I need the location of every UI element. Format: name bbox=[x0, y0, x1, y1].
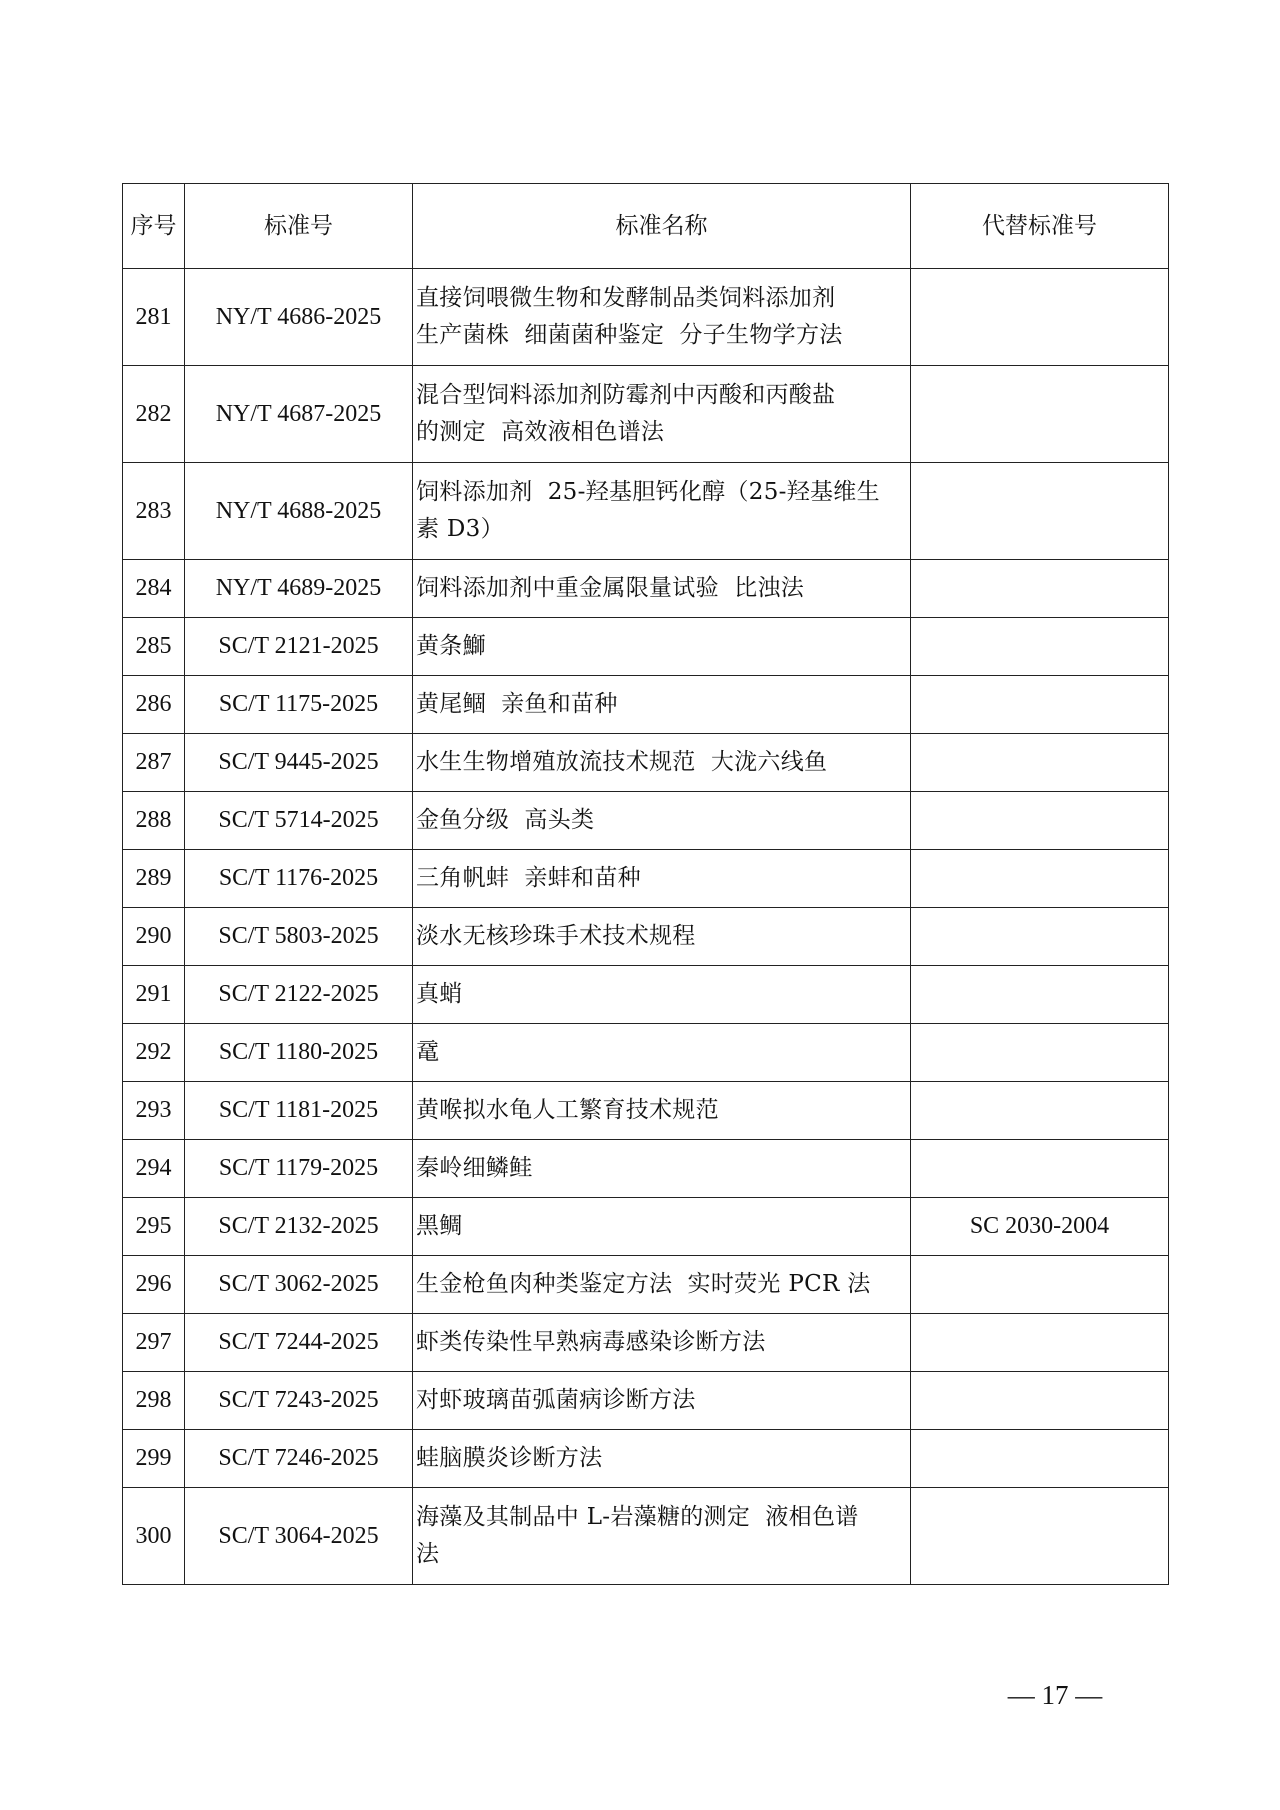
row-index bbox=[123, 1314, 185, 1372]
row-index-text: 295 bbox=[135, 1213, 172, 1240]
table-body bbox=[123, 269, 1169, 1585]
row-standard-code-text: SC/T 1181-2025 bbox=[218, 1097, 379, 1124]
row-standard-code-text: SC/T 7246-2025 bbox=[218, 1445, 379, 1472]
table-row bbox=[123, 463, 1169, 560]
row-standard-code bbox=[185, 1314, 413, 1372]
row-replaced-standard bbox=[911, 1430, 1169, 1488]
row-standard-name-line: 虾类传染性早熟病毒感染诊断方法 bbox=[416, 1329, 766, 1356]
table-row bbox=[123, 1372, 1169, 1430]
row-standard-code bbox=[185, 1140, 413, 1198]
row-standard-name bbox=[413, 908, 911, 966]
row-replaced-standard bbox=[911, 618, 1169, 676]
row-standard-code bbox=[185, 618, 413, 676]
row-standard-name-line: 水生生物增殖放流技术规范 大泷六线鱼 bbox=[416, 749, 828, 776]
row-index bbox=[123, 1372, 185, 1430]
row-replaced-standard bbox=[911, 1372, 1169, 1430]
row-standard-code-text: SC/T 7243-2025 bbox=[218, 1387, 379, 1414]
table-row bbox=[123, 1082, 1169, 1140]
row-standard-name bbox=[413, 1024, 911, 1082]
row-replaced-standard bbox=[911, 560, 1169, 618]
table-row bbox=[123, 792, 1169, 850]
row-standard-name-line: 直接饲喂微生物和发酵制品类饲料添加剂 bbox=[416, 285, 836, 312]
row-index bbox=[123, 366, 185, 463]
row-replaced-standard bbox=[911, 269, 1169, 366]
row-standard-name-line: 黑鲷 bbox=[416, 1213, 463, 1240]
row-index-text: 291 bbox=[135, 981, 172, 1008]
row-index-text: 299 bbox=[135, 1445, 172, 1472]
row-standard-code bbox=[185, 908, 413, 966]
row-standard-code bbox=[185, 734, 413, 792]
row-standard-name bbox=[413, 850, 911, 908]
row-standard-code-text: SC/T 1176-2025 bbox=[218, 865, 379, 892]
row-index-text: 298 bbox=[135, 1387, 172, 1414]
row-standard-name bbox=[413, 1430, 911, 1488]
table-row bbox=[123, 676, 1169, 734]
row-standard-name-line: 生产菌株 细菌菌种鉴定 分子生物学方法 bbox=[416, 322, 843, 348]
table-row bbox=[123, 1198, 1169, 1256]
row-standard-name-line: 黄尾鲴 亲鱼和苗种 bbox=[416, 691, 618, 718]
row-standard-name-line: 对虾玻璃苗弧菌病诊断方法 bbox=[416, 1387, 696, 1414]
table-row bbox=[123, 1430, 1169, 1488]
row-replaced-standard bbox=[911, 792, 1169, 850]
row-index-text: 284 bbox=[135, 575, 172, 602]
header-index: 序号 bbox=[123, 184, 185, 269]
header-replaced-standard: 代替标准号 bbox=[911, 184, 1169, 269]
row-index-text: 300 bbox=[135, 1522, 172, 1549]
row-standard-name bbox=[413, 1314, 911, 1372]
row-standard-code bbox=[185, 1372, 413, 1430]
page-number: — 17 — bbox=[1007, 1680, 1103, 1710]
row-standard-name-line: 秦岭细鳞鲑 bbox=[416, 1155, 533, 1182]
row-standard-code-text: SC/T 2122-2025 bbox=[218, 981, 379, 1008]
row-standard-code-text: SC/T 9445-2025 bbox=[218, 749, 379, 776]
standards-table bbox=[122, 183, 1169, 1585]
row-replaced-standard bbox=[911, 1140, 1169, 1198]
row-index bbox=[123, 1488, 185, 1585]
row-standard-name-line: 三角帆蚌 亲蚌和苗种 bbox=[416, 865, 641, 892]
row-standard-name bbox=[413, 618, 911, 676]
row-index-text: 285 bbox=[135, 633, 172, 660]
row-standard-code bbox=[185, 1256, 413, 1314]
row-standard-code-text: NY/T 4689-2025 bbox=[215, 575, 382, 602]
row-standard-name-line: 饲料添加剂中重金属限量试验 比浊法 bbox=[416, 575, 805, 602]
row-replaced-standard bbox=[911, 1314, 1169, 1372]
table-row bbox=[123, 1488, 1169, 1585]
row-standard-code bbox=[185, 1082, 413, 1140]
row-index bbox=[123, 269, 185, 366]
table-row bbox=[123, 269, 1169, 366]
row-replaced-standard bbox=[911, 1082, 1169, 1140]
row-standard-code bbox=[185, 1024, 413, 1082]
row-index bbox=[123, 1430, 185, 1488]
row-standard-code-text: SC/T 1175-2025 bbox=[218, 691, 379, 718]
row-standard-code-text: SC/T 5803-2025 bbox=[218, 923, 379, 950]
row-standard-name bbox=[413, 1140, 911, 1198]
row-index bbox=[123, 792, 185, 850]
row-standard-code bbox=[185, 792, 413, 850]
row-standard-name bbox=[413, 1198, 911, 1256]
row-standard-name-line: 混合型饲料添加剂防霉剂中丙酸和丙酸盐 bbox=[416, 382, 836, 409]
row-index-text: 283 bbox=[135, 497, 172, 524]
row-standard-code bbox=[185, 463, 413, 560]
row-index bbox=[123, 850, 185, 908]
row-replaced-standard bbox=[911, 734, 1169, 792]
table-row bbox=[123, 1314, 1169, 1372]
row-standard-code bbox=[185, 366, 413, 463]
row-standard-code-text: SC/T 1180-2025 bbox=[218, 1039, 379, 1066]
row-standard-code bbox=[185, 1488, 413, 1585]
row-standard-name bbox=[413, 269, 911, 366]
row-standard-name bbox=[413, 792, 911, 850]
row-standard-name-line: 黄条鰤 bbox=[416, 633, 486, 660]
row-standard-name-line: 素 D3） bbox=[416, 516, 504, 542]
row-standard-code-text: SC/T 2121-2025 bbox=[218, 633, 379, 660]
row-standard-name bbox=[413, 1082, 911, 1140]
row-standard-name-line: 生金枪鱼肉种类鉴定方法 实时荧光 PCR 法 bbox=[416, 1271, 871, 1298]
row-standard-code-text: SC/T 2132-2025 bbox=[218, 1213, 379, 1240]
row-standard-code-text: NY/T 4686-2025 bbox=[215, 303, 382, 330]
row-index bbox=[123, 908, 185, 966]
row-replaced-standard bbox=[911, 1024, 1169, 1082]
row-standard-name bbox=[413, 734, 911, 792]
row-standard-code-text: SC/T 3062-2025 bbox=[218, 1271, 379, 1298]
row-standard-code bbox=[185, 966, 413, 1024]
row-standard-name bbox=[413, 560, 911, 618]
row-replaced-standard bbox=[911, 1198, 1169, 1256]
row-index bbox=[123, 734, 185, 792]
row-index-text: 292 bbox=[135, 1039, 172, 1066]
row-index-text: 281 bbox=[135, 303, 172, 330]
row-replaced-standard bbox=[911, 1256, 1169, 1314]
row-index bbox=[123, 1082, 185, 1140]
row-standard-name-line: 真蛸 bbox=[416, 981, 463, 1008]
table-row bbox=[123, 618, 1169, 676]
row-replaced-standard bbox=[911, 366, 1169, 463]
table-row bbox=[123, 908, 1169, 966]
row-replaced-standard bbox=[911, 1488, 1169, 1585]
row-index-text: 287 bbox=[135, 749, 172, 776]
row-replaced-standard bbox=[911, 463, 1169, 560]
row-standard-code-text: SC/T 3064-2025 bbox=[218, 1522, 379, 1549]
table-row bbox=[123, 850, 1169, 908]
row-index-text: 289 bbox=[135, 865, 172, 892]
table-row bbox=[123, 366, 1169, 463]
row-standard-name-line: 金鱼分级 高头类 bbox=[416, 807, 595, 834]
row-standard-name-line: 蛙脑膜炎诊断方法 bbox=[416, 1445, 603, 1472]
table-row bbox=[123, 1140, 1169, 1198]
row-standard-code bbox=[185, 560, 413, 618]
row-standard-name bbox=[413, 676, 911, 734]
row-standard-name bbox=[413, 1488, 911, 1585]
row-index bbox=[123, 1198, 185, 1256]
table-row bbox=[123, 1256, 1169, 1314]
table-header-row bbox=[123, 184, 1169, 269]
row-standard-code-text: SC/T 7244-2025 bbox=[218, 1329, 379, 1356]
row-index-text: 286 bbox=[135, 691, 172, 718]
row-index-text: 294 bbox=[135, 1155, 172, 1182]
row-replaced-standard bbox=[911, 908, 1169, 966]
row-standard-name-line: 黄喉拟水龟人工繁育技术规范 bbox=[416, 1097, 719, 1124]
row-index bbox=[123, 463, 185, 560]
table-row bbox=[123, 560, 1169, 618]
row-standard-code bbox=[185, 1198, 413, 1256]
row-index-text: 288 bbox=[135, 807, 172, 834]
row-standard-name bbox=[413, 1256, 911, 1314]
row-standard-code-text: SC/T 5714-2025 bbox=[218, 807, 379, 834]
row-index bbox=[123, 1024, 185, 1082]
row-standard-name-line: 海藻及其制品中 L-岩藻糖的测定 液相色谱 bbox=[416, 1504, 859, 1531]
row-standard-name-line: 鼋 bbox=[416, 1039, 440, 1066]
row-index bbox=[123, 1140, 185, 1198]
row-replaced-standard bbox=[911, 676, 1169, 734]
row-standard-name-line: 的测定 高效液相色谱法 bbox=[416, 419, 665, 445]
row-standard-name bbox=[413, 1372, 911, 1430]
table-row bbox=[123, 734, 1169, 792]
row-index bbox=[123, 1256, 185, 1314]
row-standard-code-text: NY/T 4687-2025 bbox=[215, 400, 382, 427]
row-index-text: 282 bbox=[135, 400, 172, 427]
row-index bbox=[123, 966, 185, 1024]
row-index-text: 293 bbox=[135, 1097, 172, 1124]
row-replaced-standard-text: SC 2030-2004 bbox=[969, 1213, 1110, 1240]
row-standard-code bbox=[185, 850, 413, 908]
row-standard-code-text: SC/T 1179-2025 bbox=[218, 1155, 379, 1182]
row-standard-name bbox=[413, 463, 911, 560]
row-index bbox=[123, 618, 185, 676]
row-index-text: 290 bbox=[135, 923, 172, 950]
row-standard-code bbox=[185, 1430, 413, 1488]
row-replaced-standard bbox=[911, 850, 1169, 908]
row-index-text: 297 bbox=[135, 1329, 172, 1356]
row-standard-name bbox=[413, 366, 911, 463]
header-standard-name: 标准名称 bbox=[413, 184, 911, 269]
row-standard-code-text: NY/T 4688-2025 bbox=[215, 497, 382, 524]
table-row bbox=[123, 1024, 1169, 1082]
row-standard-name-line: 法 bbox=[416, 1541, 440, 1567]
header-standard-code: 标准号 bbox=[185, 184, 413, 269]
row-index bbox=[123, 560, 185, 618]
row-standard-code bbox=[185, 676, 413, 734]
table-row bbox=[123, 966, 1169, 1024]
row-standard-name bbox=[413, 966, 911, 1024]
row-standard-name-line: 淡水无核珍珠手术技术规程 bbox=[416, 923, 696, 950]
row-standard-name-line: 饲料添加剂 25-羟基胆钙化醇（25-羟基维生 bbox=[416, 479, 880, 506]
row-index bbox=[123, 676, 185, 734]
row-standard-code bbox=[185, 269, 413, 366]
row-replaced-standard bbox=[911, 966, 1169, 1024]
row-index-text: 296 bbox=[135, 1271, 172, 1298]
